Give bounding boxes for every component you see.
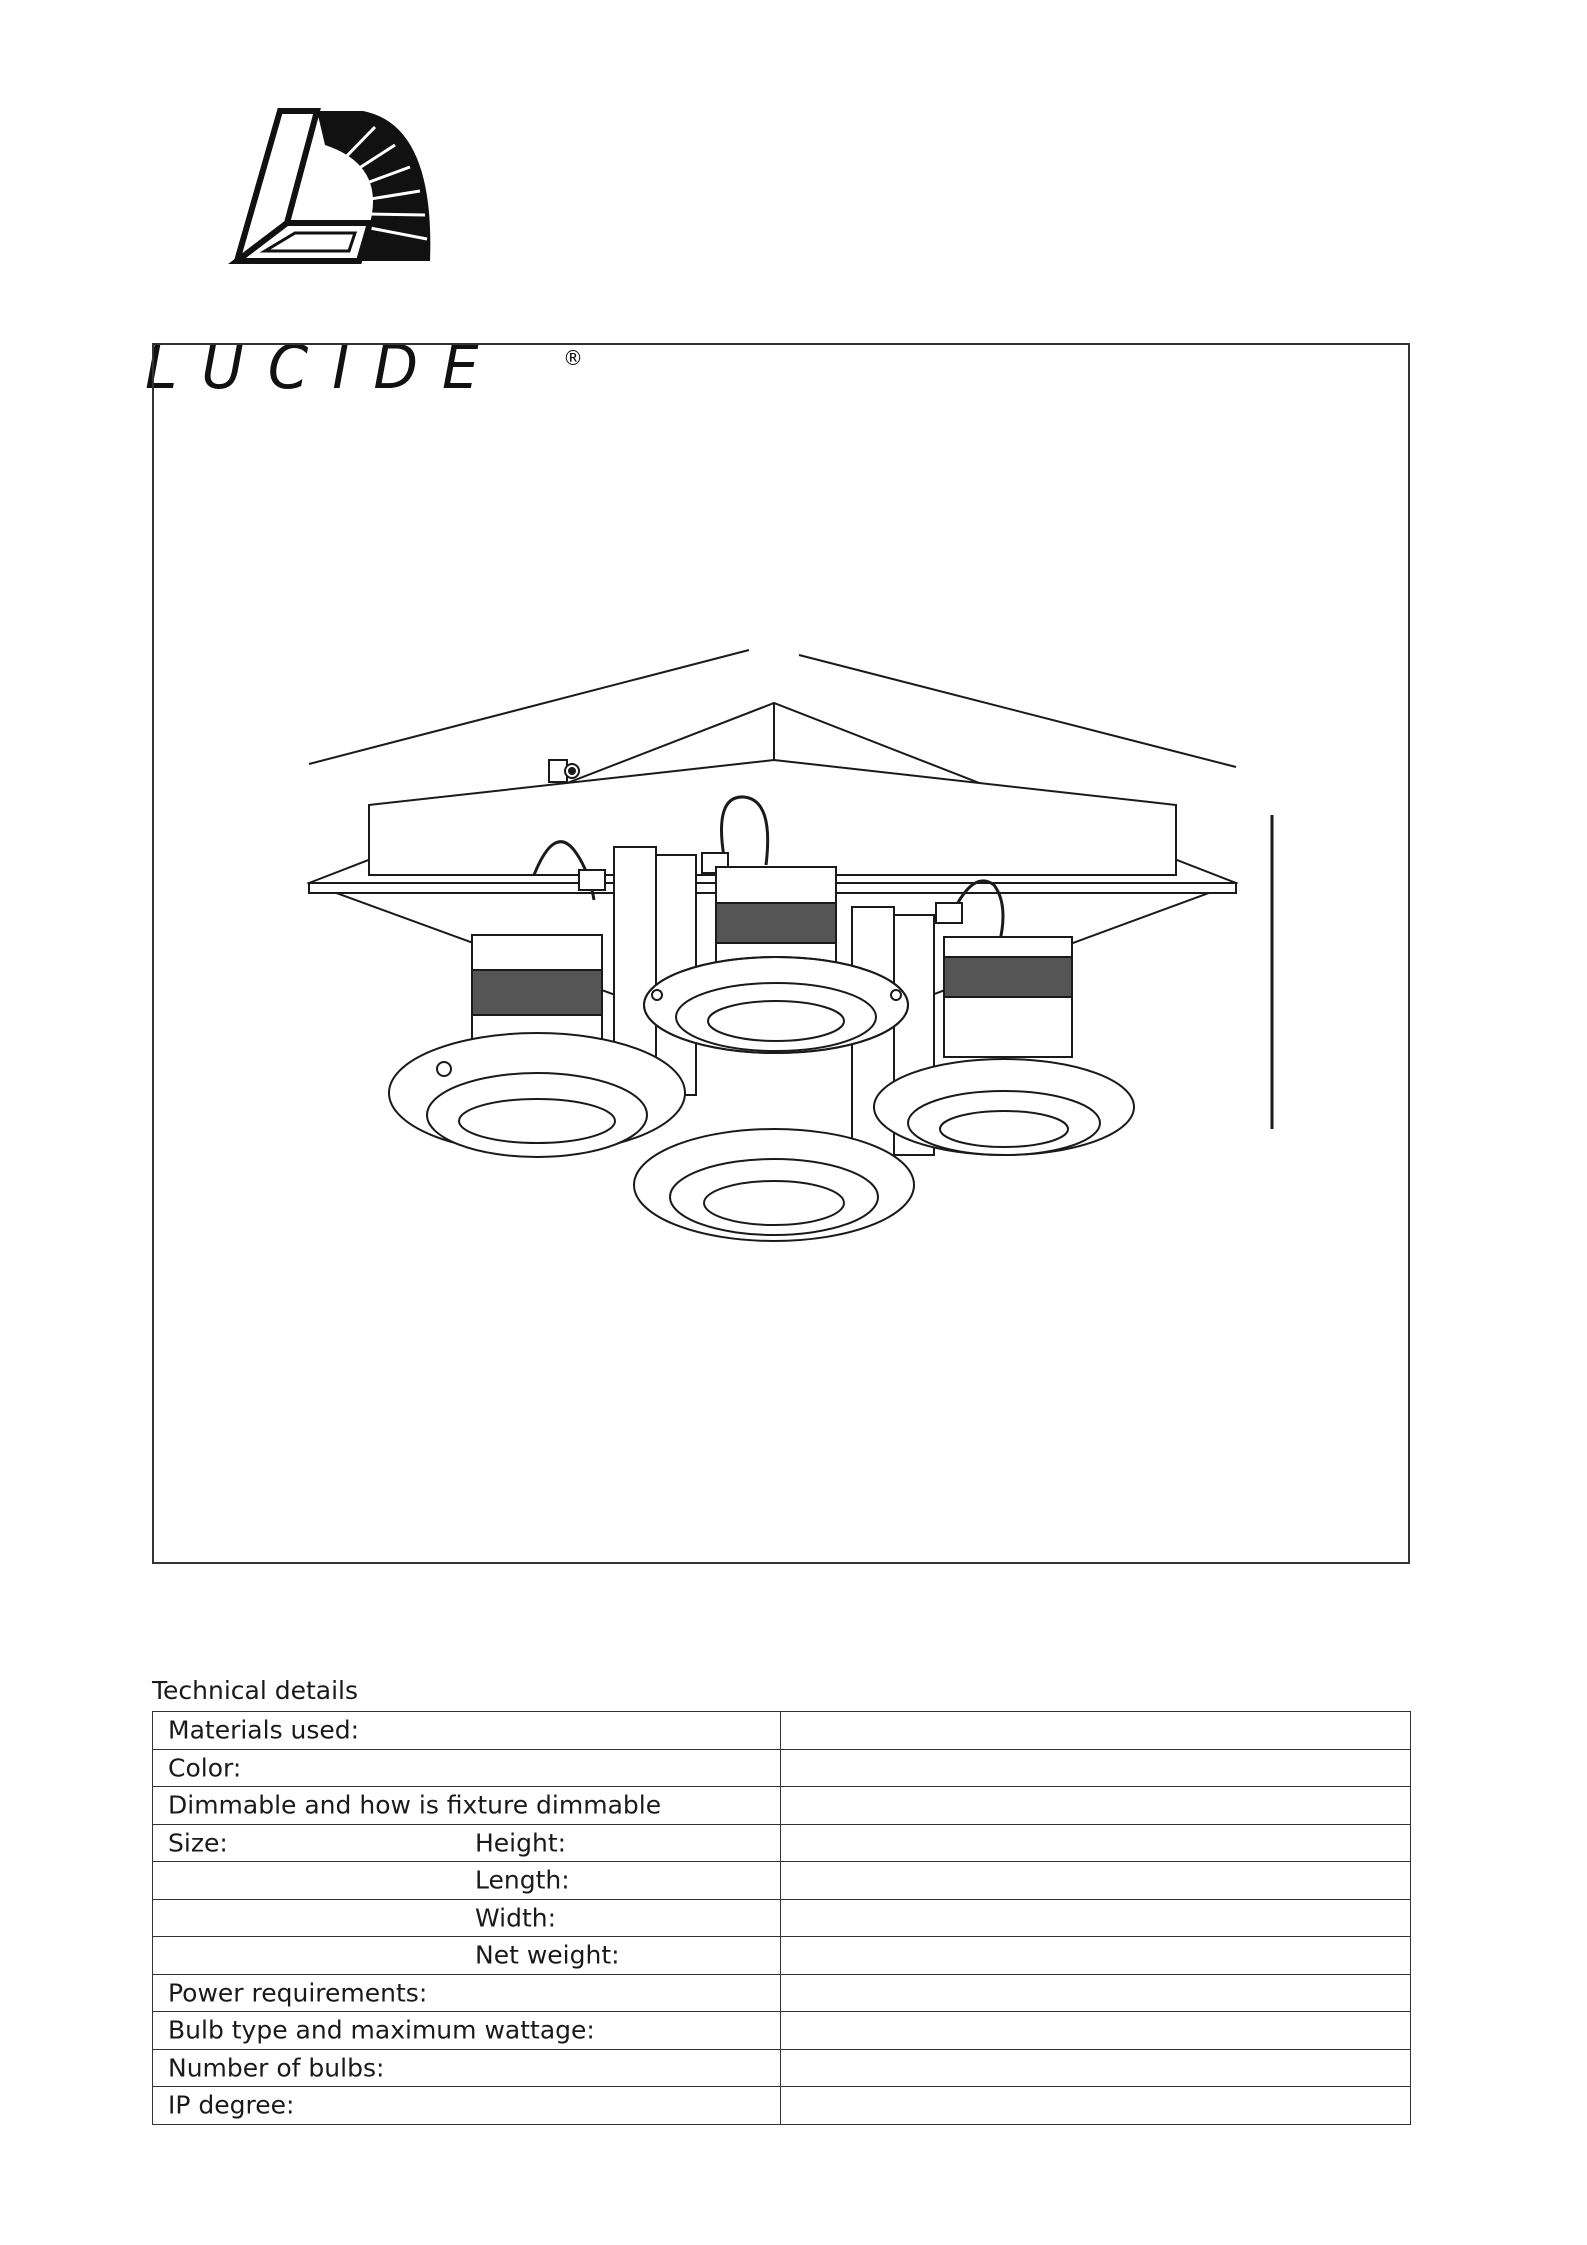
table-row (153, 1974, 1411, 2012)
table-row (153, 2049, 1411, 2087)
row-value (780, 2049, 1411, 2087)
row-value (780, 2012, 1411, 2050)
row-sublabel: Net weight: (475, 1940, 620, 1970)
table-row (153, 1824, 1411, 1862)
row-label: IP degree: (168, 2090, 295, 2120)
table-row (153, 1787, 1411, 1825)
brand-wordmark: LUCIDE (145, 331, 503, 403)
row-label: Color: (168, 1753, 242, 1783)
row-value (780, 1824, 1411, 1862)
row-value (780, 1712, 1411, 1750)
table-row (153, 1899, 1411, 1937)
table-row (153, 2087, 1411, 2125)
product-drawing-frame (152, 343, 1410, 1564)
row-sublabel: Width: (475, 1903, 557, 1933)
row-label: Number of bulbs: (168, 2053, 385, 2083)
row-label: Bulb type and maximum wattage: (168, 2015, 595, 2045)
row-value (780, 1899, 1411, 1937)
row-label: Power requirements: (168, 1978, 428, 2008)
row-value (780, 1862, 1411, 1900)
table-row (153, 1749, 1411, 1787)
row-sublabel: Height: (475, 1828, 567, 1858)
row-value (780, 1749, 1411, 1787)
technical-details-heading: Technical details (152, 1676, 359, 1705)
registered-mark: ® (563, 346, 583, 370)
row-value (780, 2087, 1411, 2125)
row-label: Dimmable and how is fixture dimmable (168, 1790, 662, 1820)
lucide-emblem-icon (225, 105, 525, 265)
row-label: Size: (168, 1828, 228, 1858)
row-value (780, 1787, 1411, 1825)
table-row (153, 1712, 1411, 1750)
row-label: Materials used: (168, 1715, 360, 1745)
table-row (153, 1937, 1411, 1975)
row-sublabel: Length: (475, 1865, 570, 1895)
table-row (153, 2012, 1411, 2050)
table-row (153, 1862, 1411, 1900)
row-value (780, 1974, 1411, 2012)
row-value (780, 1937, 1411, 1975)
technical-details-table (152, 1711, 1411, 2125)
lucide-logo (145, 105, 583, 403)
ceiling-spotlight-drawing (154, 345, 1408, 1562)
